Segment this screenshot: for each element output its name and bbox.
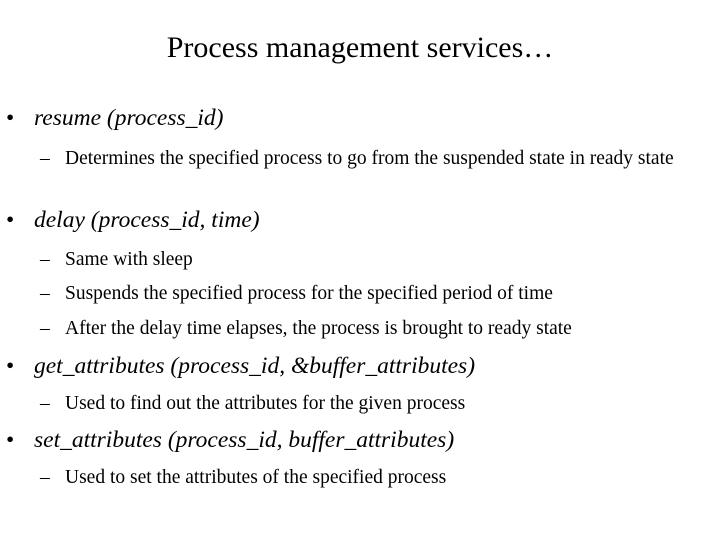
- sub-bullet: [40, 316, 716, 341]
- bullet-symbol: •: [6, 427, 15, 453]
- sub-bullet: [40, 391, 716, 416]
- sub-bullet-text: Same with sleep: [65, 249, 193, 270]
- sub-bullet-symbol: –: [40, 318, 50, 339]
- bullet-symbol: •: [6, 105, 15, 131]
- sub-bullet-symbol: –: [40, 249, 50, 270]
- sub-bullet-symbol: –: [40, 148, 50, 169]
- sub-bullet-text: Used to set the attributes of the specified process: [65, 467, 447, 488]
- bullet-text: get_attributes (process_id, &buffer_attributes): [34, 353, 476, 379]
- bullet-resume: [6, 104, 223, 132]
- sub-bullet-symbol: –: [40, 393, 50, 414]
- sub-bullet: [40, 281, 716, 306]
- sub-bullet-symbol: –: [40, 283, 50, 304]
- bullet-symbol: •: [6, 353, 15, 379]
- bullet-delay: [6, 206, 260, 234]
- slide-title: Process management services…: [166, 31, 554, 64]
- sub-bullet-text: Determines the specified process to go from the suspended state in ready state: [65, 148, 674, 169]
- sub-bullet: [40, 247, 716, 272]
- bullet-get-attributes: [6, 352, 475, 380]
- sub-bullet: [40, 465, 716, 490]
- sub-bullet-text: Used to find out the attributes for the given process: [65, 393, 466, 414]
- bullet-set-attributes: [6, 426, 454, 454]
- sub-bullet-text: After the delay time elapses, the process is brought to ready state: [65, 318, 572, 339]
- sub-bullet-text: Suspends the specified process for the specified period of time: [65, 283, 553, 304]
- bullet-symbol: •: [6, 207, 15, 233]
- bullet-text: resume (process_id): [34, 105, 224, 131]
- sub-bullet: [40, 146, 716, 171]
- sub-bullet-symbol: –: [40, 467, 50, 488]
- bullet-text: delay (process_id, time): [34, 207, 260, 233]
- bullet-text: set_attributes (process_id, buffer_attributes): [34, 427, 455, 453]
